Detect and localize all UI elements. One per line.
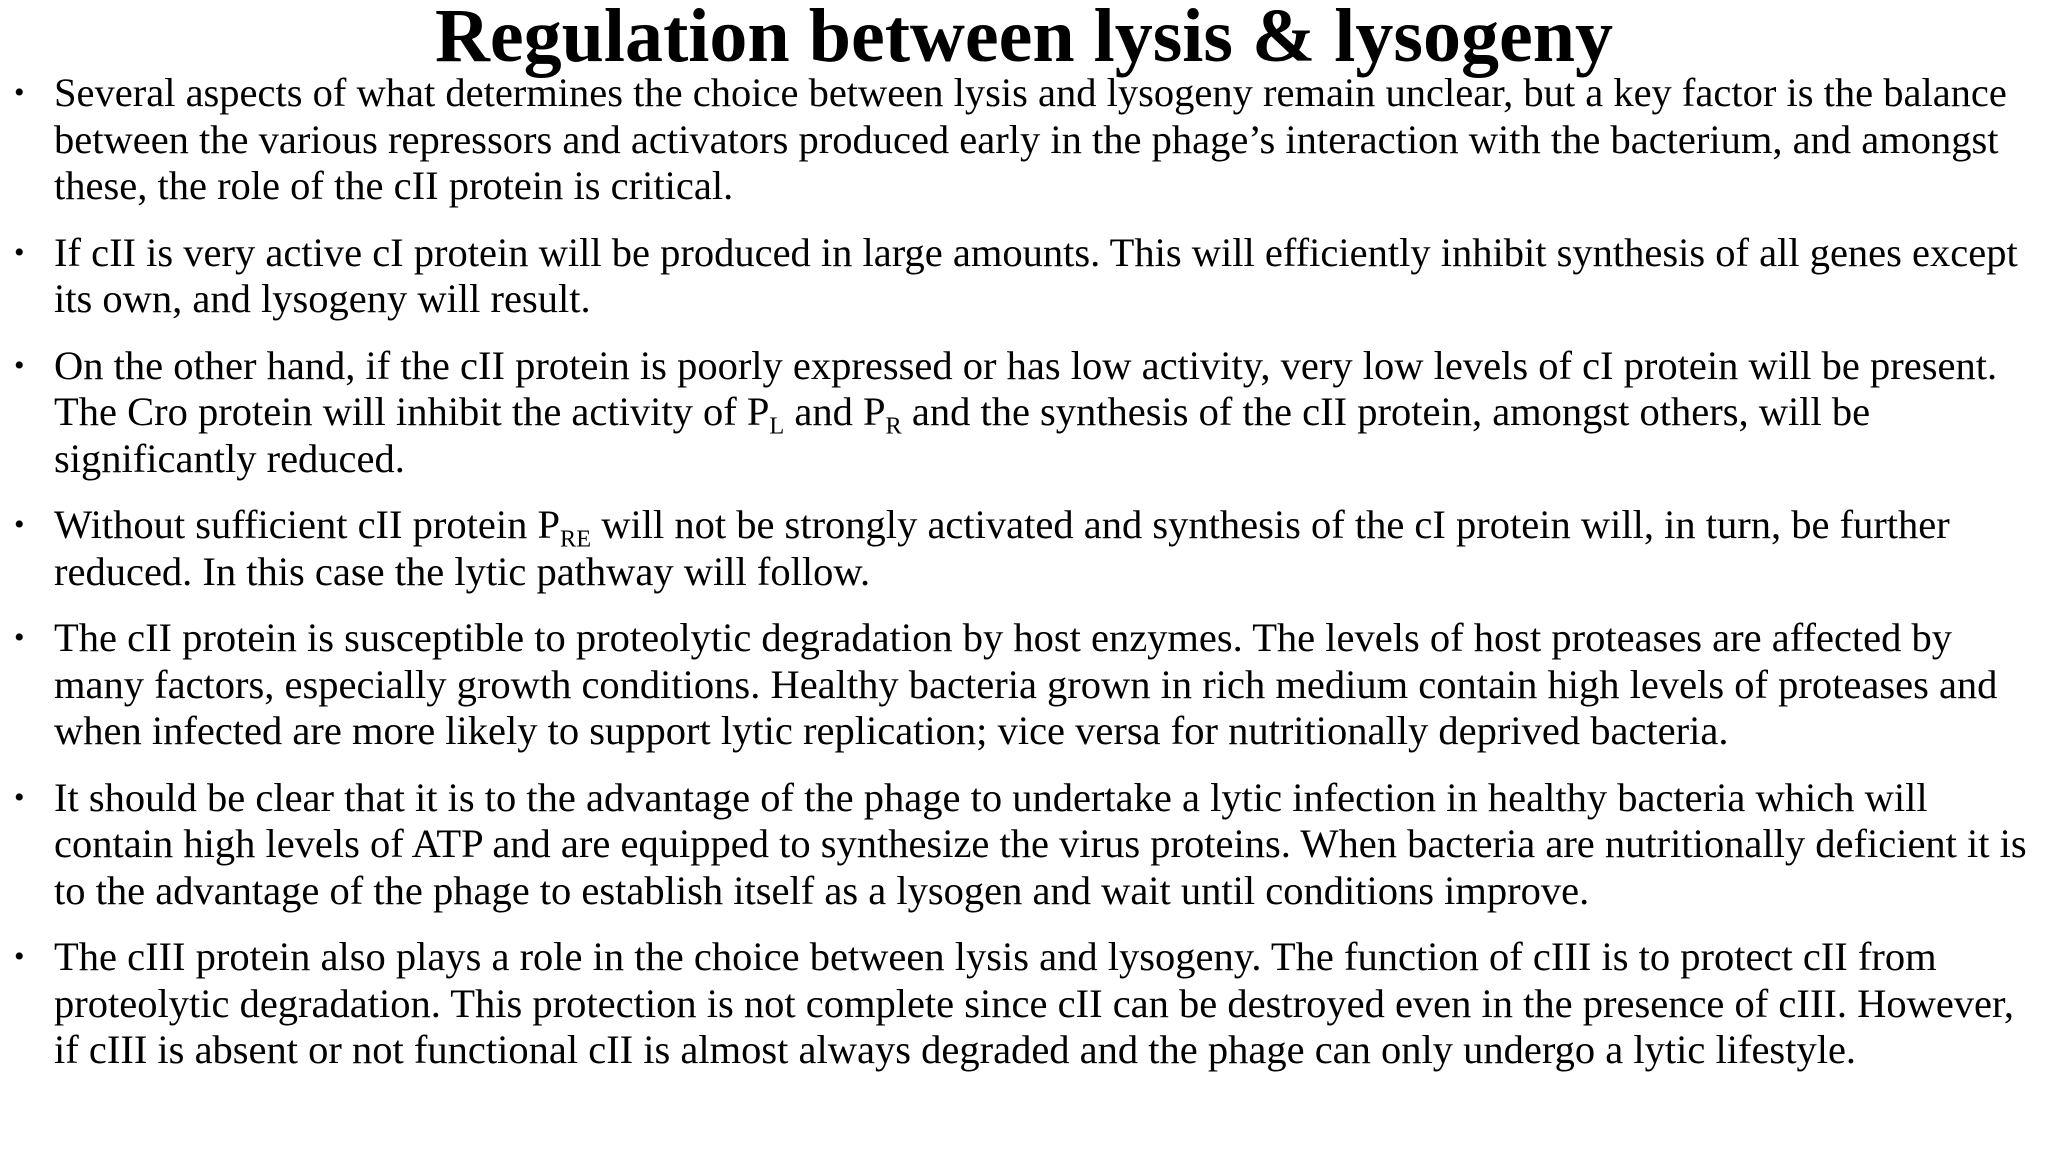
bullet-text: The cII protein is susceptible to proteolytic degradation by host enzymes. The levels of host proteases are affected by many factors, especially growth conditions. Healthy bacteria grown in rich medium contain high levels of proteases and when infected are more likely to support lytic replication; vice versa for nutritionally deprived bacteria. [54, 615, 1998, 753]
bullet-text: Several aspects of what determines the choice between lysis and lysogeny remain unclear, but a key factor is the balance between the various repressors and activators produced early in the phage’s interaction with the bacterium, and amongst these, the role of the cII protein is critical. [54, 70, 2007, 208]
bullet-dot-icon: • [14, 235, 25, 269]
subscript: RE [560, 525, 592, 553]
bullet-text-part: and P [784, 389, 886, 434]
bullet-text: The cIII protein also plays a role in the choice between lysis and lysogeny. The function of cIII is to protect cII from proteolytic degradation. This protection is not complete since cII can be destroyed even in the presence of cIII. However, if cIII is absent or not functional cII is almost always degraded and the phage can only undergo a lytic lifestyle. [54, 934, 2015, 1072]
bullet-dot-icon: • [14, 780, 25, 814]
bullet-dot-icon: • [14, 76, 25, 109]
bullet-item [0, 502, 2040, 595]
bullet-text: If cII is very active cI protein will be produced in large amounts. This will efficiently inhibit synthesis of all genes except its own, and lysogeny will result. [54, 229, 2018, 321]
bullet-item [0, 70, 2040, 210]
bullet-text [54, 343, 1997, 481]
bullet-item [0, 343, 2040, 483]
bullet-item [0, 615, 2040, 755]
bullet-text-part: Without sufficient cII protein P [54, 502, 561, 547]
bullet-text-part: On the other hand, if the cII protein is poorly expressed or has low activity, very low levels of cI protein will be present. The Cro protein will inhibit the activity of P [54, 342, 1998, 434]
bullet-list [0, 70, 2040, 1094]
bullet-dot-icon: • [14, 940, 25, 973]
bullet-text-part: and the synthesis of the cII protein, amongst others, will be significantly reduced. [54, 389, 1871, 481]
subscript: L [769, 412, 785, 440]
slide-title: Regulation between lysis & lysogeny [435, 0, 1613, 78]
bullet-dot-icon: • [14, 508, 25, 541]
bullet-text-part: will not be strongly activated and synthesis of the cI protein will, in turn, be further reduced. In this case the lytic pathway will follow. [54, 502, 1950, 594]
subscript: R [885, 412, 902, 440]
bullet-dot-icon: • [14, 621, 25, 654]
bullet-text: It should be clear that it is to the advantage of the phage to undertake a lytic infection in healthy bacteria which will contain high levels of ATP and are equipped to synthesize the virus proteins. When bacteria are nutritionally deficient it is to the advantage of the phage to establish itself as a lysogen and wait until conditions improve. [54, 774, 2027, 913]
bullet-item [0, 230, 2040, 323]
bullet-dot-icon: • [14, 348, 25, 382]
bullet-item [0, 934, 2040, 1074]
bullet-item [0, 775, 2040, 915]
bullet-text [54, 502, 1950, 594]
